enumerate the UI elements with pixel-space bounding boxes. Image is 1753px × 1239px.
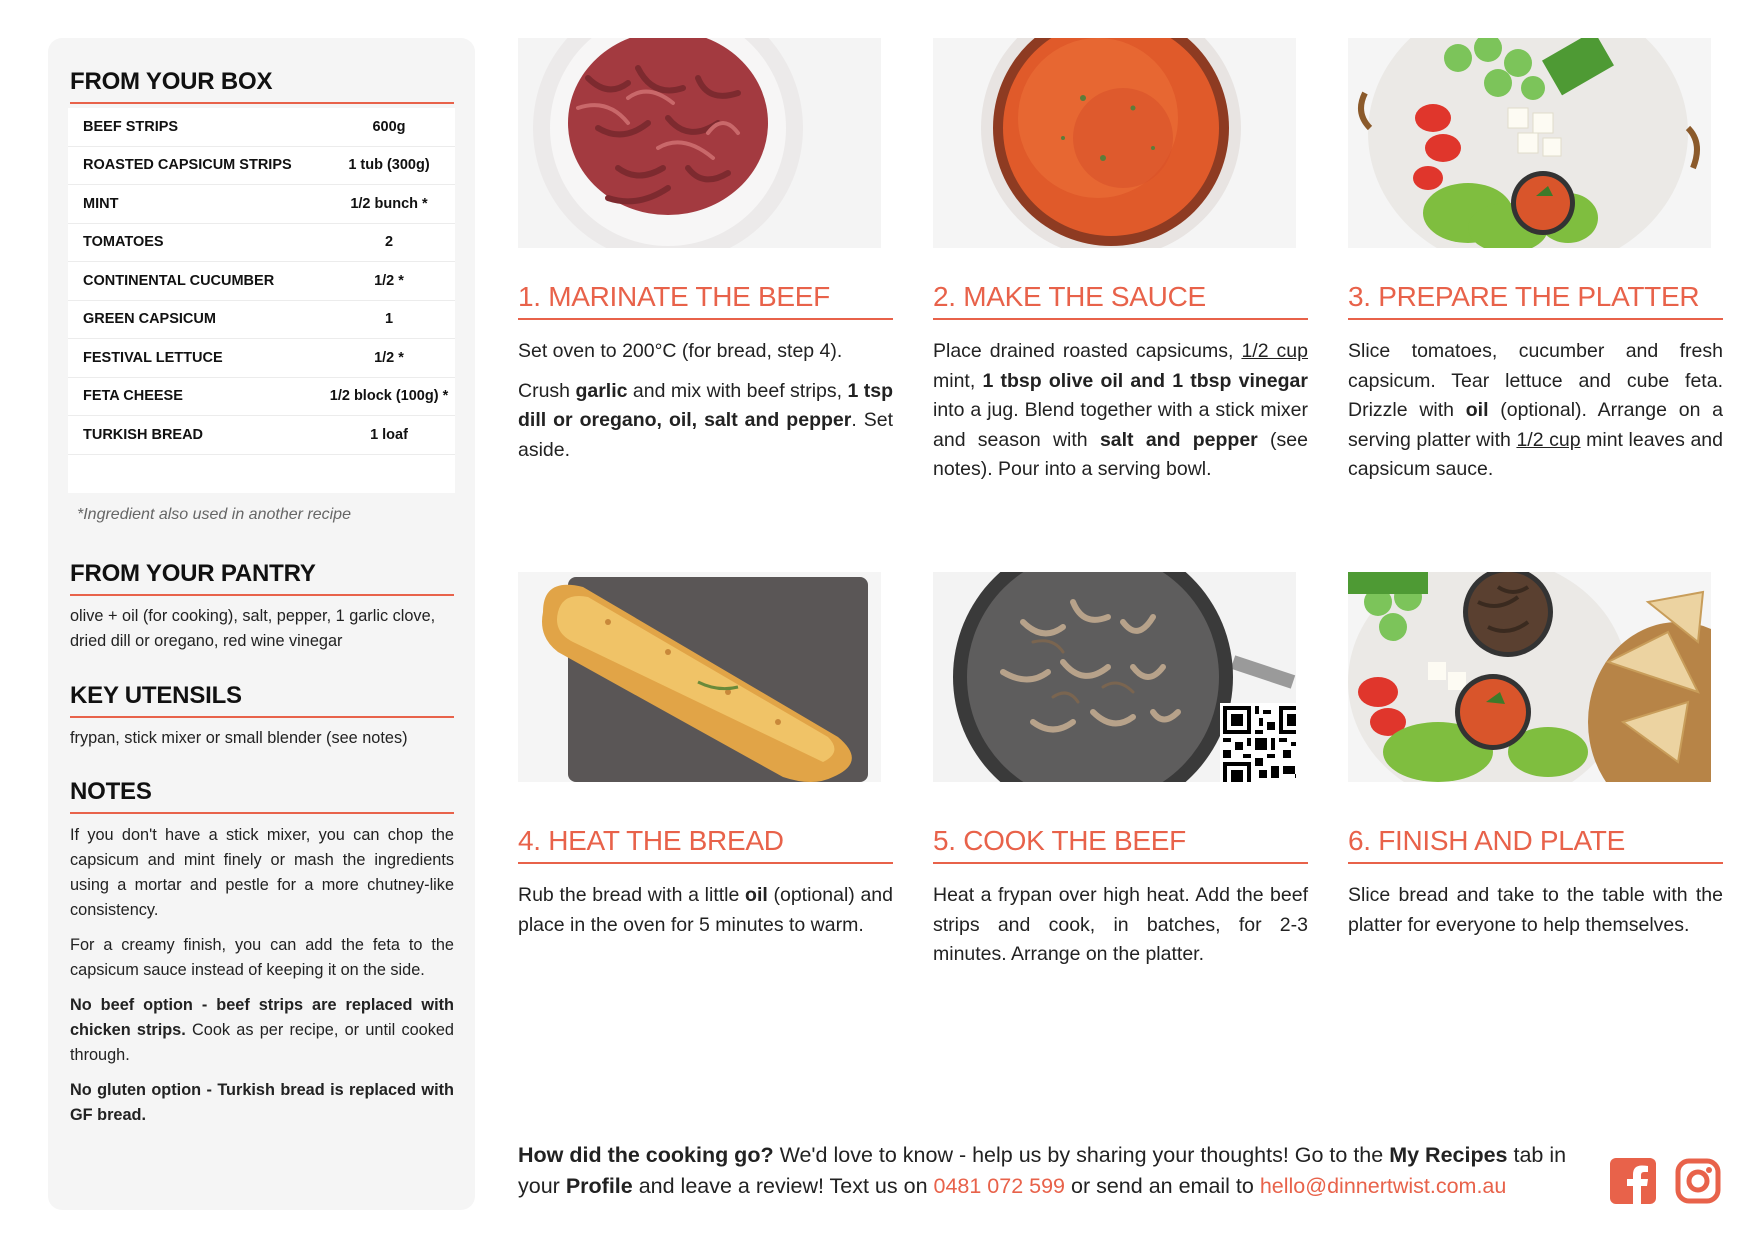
step-4-text [518,881,893,940]
step-1-title: 1. MARINATE THE BEEF [518,280,893,320]
step-6-title: 6. FINISH AND PLATE [1348,824,1723,864]
footer-text: We'd love to know - help us by sharing your thoughts! Go to the [773,1143,1390,1167]
utensils-text: frypan, stick mixer or small blender (see notes) [70,729,408,747]
step-3-text [1348,337,1723,485]
underlined-amount: 1/2 cup [1516,428,1581,451]
step-5-image [933,572,1296,782]
text: Rub the bread with a little [518,884,746,906]
ingredient-row [68,147,455,186]
step-2-title: 2. MAKE THE SAUCE [933,280,1308,320]
footer-text: tab in your [518,1143,1567,1198]
ingredient-name: CONTINENTAL CUCUMBER [83,272,275,289]
ingredient-row [68,339,455,378]
step-5-text: Heat a frypan over high heat. Add the beef strips and cook, in batches, for 2-3 minutes. Arrange on the platter. [933,884,1308,965]
instagram-icon[interactable] [1675,1158,1721,1209]
text: (optional) and place in the oven for 5 minutes to warm. [518,884,893,936]
ingredient-name: TURKISH BREAD [83,426,204,443]
ingredient-row [68,262,455,301]
ingredient-name: BEEF STRIPS [83,118,179,135]
ingredient-row [68,416,455,455]
step-6-image [1348,572,1711,782]
text: mint, [933,369,983,392]
text: into a jug. Blend together with a stick mixer and season with [933,399,1308,451]
step-1-text [518,377,893,466]
text: . Set aside. [518,409,893,461]
step-5-body [933,881,1308,980]
bold-ingredient: 1 tsp dill or oregano, oil, salt and pepper [518,379,893,431]
ingredient-quantity: 1/2 * [374,349,404,366]
underlined-amount: 1/2 cup [1241,340,1308,362]
ingredient-name: FETA CHEESE [83,388,183,405]
facebook-icon[interactable] [1610,1158,1656,1209]
notes-title: NOTES [70,778,454,814]
ingredient-quantity: 1 [384,311,394,328]
step-2-text [933,337,1308,485]
pantry-text: olive + oil (for cooking), salt, pepper, 1 garlic clove, dried dill or oregano, red wine vinegar [70,607,436,650]
text: and mix with beef strips, [627,379,848,402]
bold-ingredient: 1 tbsp olive oil and 1 tbsp vinegar [982,369,1308,392]
ingredient-name: GREEN CAPSICUM [83,311,216,328]
ingredient-footnote: *Ingredient also used in another recipe [77,506,351,523]
step-2-body [933,337,1308,495]
text: (see notes). Pour into a serving bowl. [933,428,1308,480]
ingredient-quantity: 1 loaf [370,426,408,443]
footer-question: How did the cooking go? [518,1143,774,1167]
ingredient-row [68,301,455,340]
note-bold: No beef option - beef strips are replaced with chicken strips. [70,996,454,1039]
ingredient-name: ROASTED CAPSICUM STRIPS [83,157,292,174]
ingredient-name: MINT [83,195,119,212]
step-6-text: Slice bread and take to the table with the platter for everyone to help themselves. [1348,884,1723,936]
ingredient-quantity: 1/2 * [374,272,404,289]
qr-code-icon[interactable] [1220,703,1296,782]
notes-body [70,823,454,1138]
bold-ingredient: oil [745,884,768,906]
from-your-pantry-title: FROM YOUR PANTRY [70,560,454,596]
text: mint leaves and capsicum sauce. [1348,428,1723,480]
ingredient-quantity: 2 [384,234,394,251]
footer-text: or send an email to [1065,1174,1260,1198]
ingredient-quantity: 1 tub (300g) [348,157,430,174]
step-4-body [518,881,893,950]
step-1-body [518,337,893,475]
ingredient-quantity: 600g [372,118,406,135]
step-4-image [518,572,881,782]
ingredient-name: FESTIVAL LETTUCE [83,349,223,366]
phone-link[interactable]: 0481 072 599 [933,1174,1066,1198]
ingredient-row [68,108,455,147]
ingredient-row [68,224,455,263]
step-2-image [933,38,1296,248]
bold-ingredient: salt and pepper [1099,428,1258,451]
my-recipes-label: My Recipes [1389,1143,1508,1167]
key-utensils-title: KEY UTENSILS [70,682,454,718]
footer-text: and leave a review! Text us on [632,1174,934,1198]
ingredient-row [68,185,455,224]
step-3-body [1348,337,1723,495]
ingredient-quantity: 1/2 bunch * [350,195,428,212]
ingredients-table [68,108,455,493]
step-1-image [518,38,881,248]
email-link[interactable]: hello@dinnertwist.com.au [1259,1174,1507,1198]
step-6-body [1348,881,1723,950]
ingredient-name: TOMATOES [83,234,164,251]
note-bold: No gluten option - Turkish bread is replaced with GF bread. [70,1081,454,1124]
text: Place drained roasted capsicums, [933,340,1242,362]
text: Slice tomatoes, cucumber and fresh capsicum. Tear lettuce and cube feta. Drizzle with [1348,340,1723,421]
note-paragraph: If you don't have a stick mixer, you can chop the capsicum and mint finely or mash the ingredients using a mortar and pestle for a more chutney-like consistency. [70,826,454,919]
note-paragraph [70,993,454,1068]
step-4-title: 4. HEAT THE BREAD [518,824,893,864]
profile-label: Profile [565,1174,633,1198]
bold-ingredient: garlic [575,379,628,402]
from-your-box-title: FROM YOUR BOX [70,68,454,104]
ingredients-sidebar [48,38,475,1210]
note-text: Cook as per recipe, or until cooked through. [70,1021,454,1064]
ingredient-quantity: 1/2 block (100g) * [329,388,449,405]
ingredient-row [68,378,455,417]
step-3-image [1348,38,1711,248]
step-3-title: 3. PREPARE THE PLATTER [1348,280,1723,320]
text: (optional). Arrange on a serving platter with [1348,399,1723,451]
bold-ingredient: oil [1465,399,1489,421]
note-paragraph [70,1078,454,1128]
feedback-footer [518,1140,1578,1202]
step-5-title: 5. COOK THE BEEF [933,824,1308,864]
step-1-text: Set oven to 200°C (for bread, step 4). [518,340,843,362]
text: Crush [518,379,576,402]
note-paragraph: For a creamy finish, you can add the feta to the capsicum sauce instead of keeping it on the side. [70,936,454,979]
